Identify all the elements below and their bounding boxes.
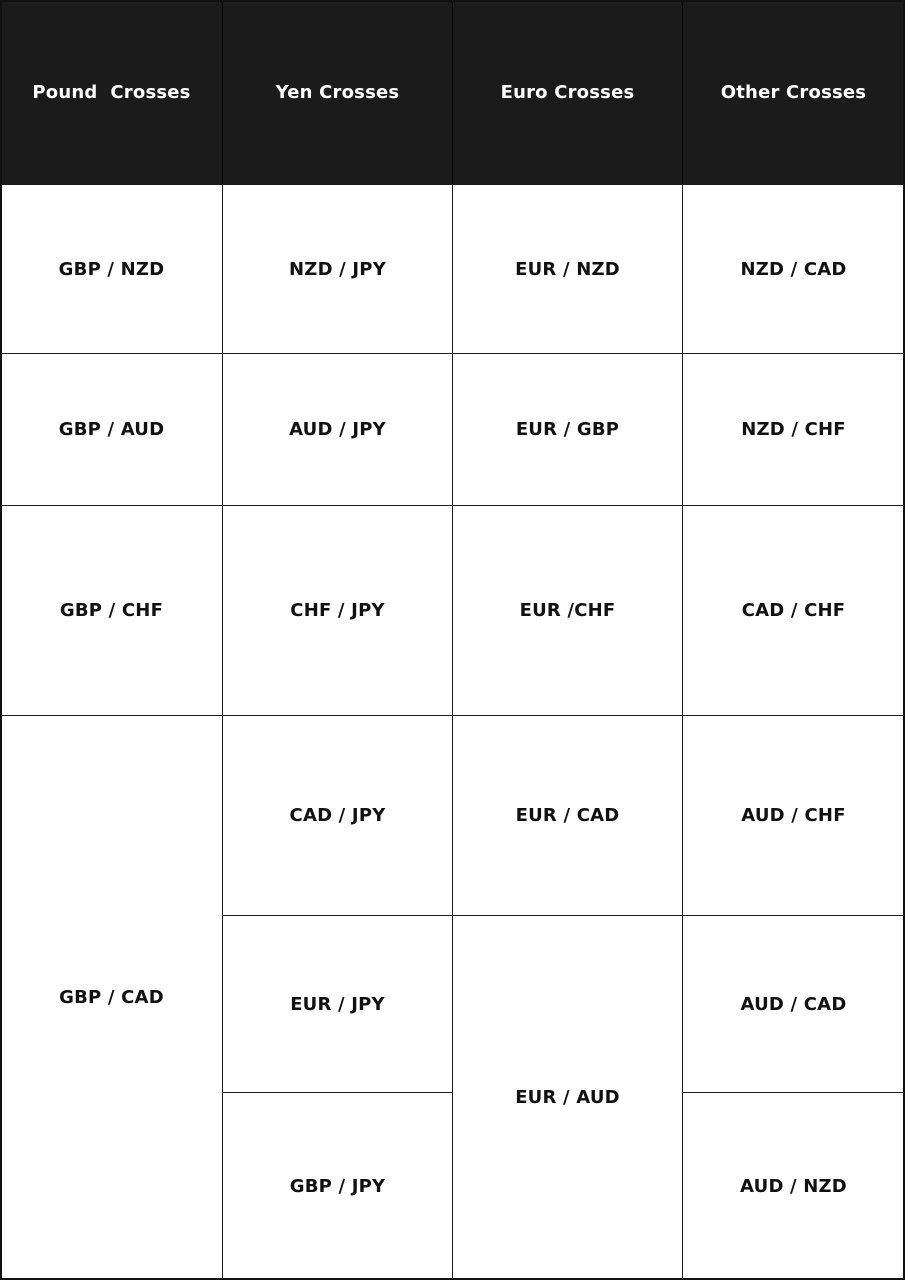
pound-cross-cell: GBP / CHF [0,505,223,716]
euro-cross-cell: EUR / GBP [452,353,683,506]
header-other-crosses: Other Crosses [682,0,905,185]
yen-cross-cell: NZD / JPY [222,184,453,354]
header-yen-crosses: Yen Crosses [222,0,453,185]
yen-cross-cell: CAD / JPY [222,715,453,916]
euro-cross-cell: EUR / NZD [452,184,683,354]
euro-cross-cell: EUR / CAD [452,715,683,916]
pound-cross-cell: GBP / AUD [0,353,223,506]
euro-cross-cell: EUR / AUD [452,915,683,1280]
yen-cross-cell: GBP / JPY [222,1092,453,1280]
header-euro-crosses: Euro Crosses [452,0,683,185]
yen-cross-cell: CHF / JPY [222,505,453,716]
pound-cross-cell: GBP / NZD [0,184,223,354]
other-cross-cell: AUD / CHF [682,715,905,916]
header-pound-crosses: Pound Crosses [0,0,223,185]
pound-cross-cell: GBP / CAD [0,715,223,1280]
other-cross-cell: NZD / CHF [682,353,905,506]
other-cross-cell: AUD / CAD [682,915,905,1093]
other-cross-cell: AUD / NZD [682,1092,905,1280]
other-cross-cell: NZD / CAD [682,184,905,354]
other-cross-cell: CAD / CHF [682,505,905,716]
euro-cross-cell: EUR /CHF [452,505,683,716]
yen-cross-cell: AUD / JPY [222,353,453,506]
yen-cross-cell: EUR / JPY [222,915,453,1093]
